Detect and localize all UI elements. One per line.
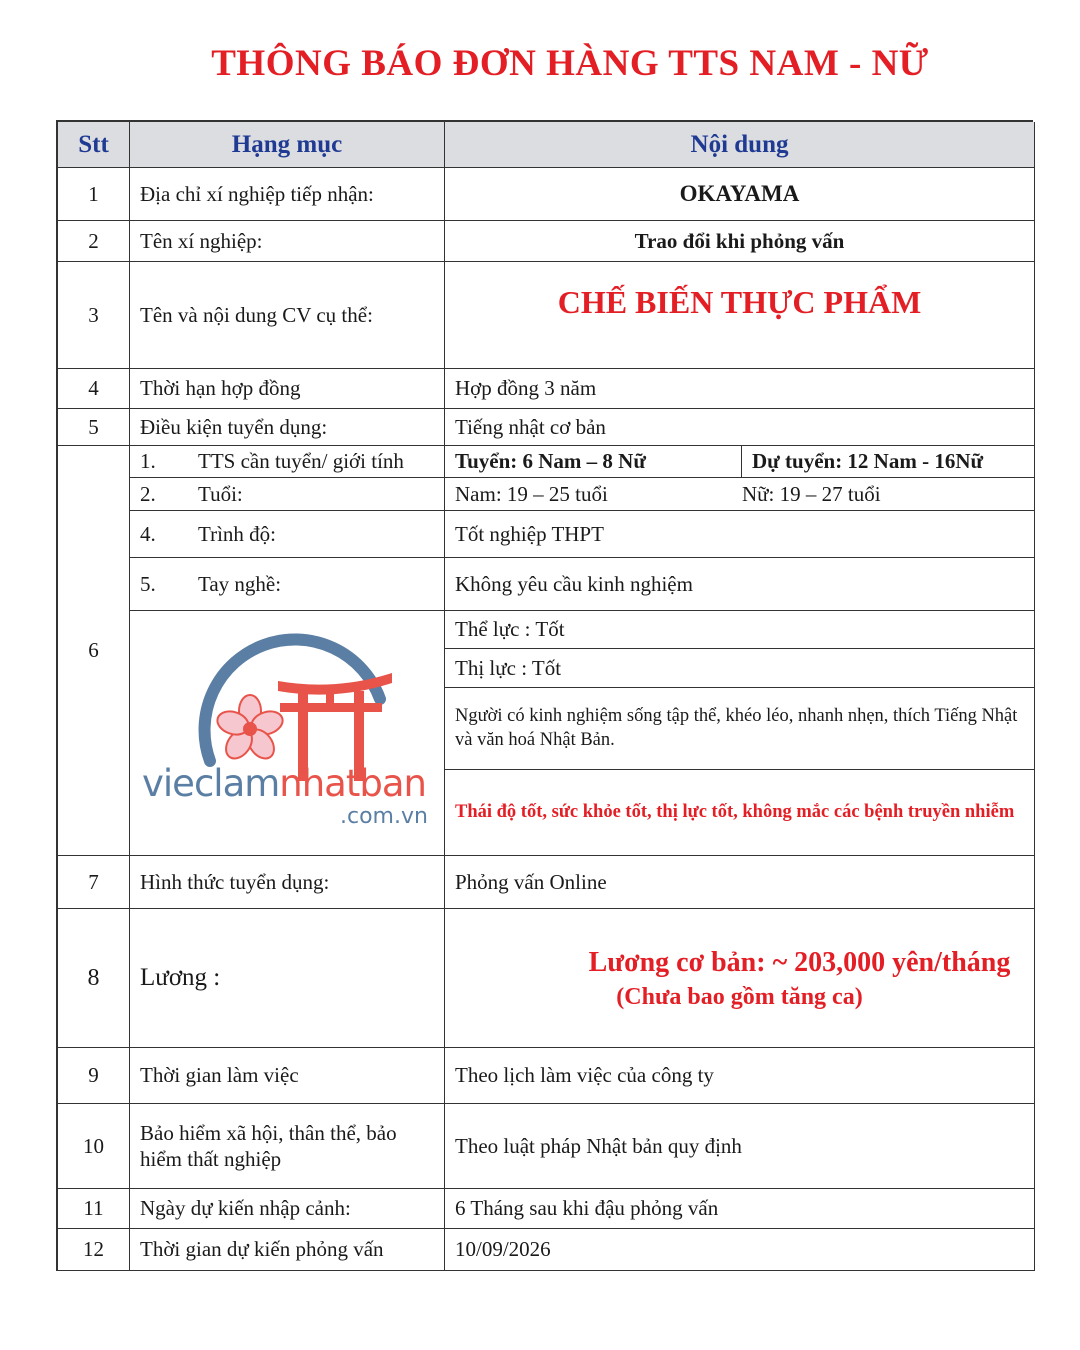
interview-method-value: Phỏng vấn Online	[445, 856, 1035, 909]
row-label: Tên và nội dung CV cụ thể:	[130, 262, 445, 369]
requirement-value: Tiếng nhật cơ bản	[445, 409, 1035, 446]
salary-note: (Chưa bao gồm tăng ca)	[616, 983, 863, 1010]
location-value: OKAYAMA	[445, 168, 1035, 221]
logo-text-part2: nhatban	[279, 762, 426, 805]
age-female: Nữ: 19 – 27 tuổi	[742, 481, 881, 506]
row-number: 10	[58, 1104, 130, 1189]
logo-wordmark	[142, 761, 426, 807]
sub-label	[130, 558, 445, 611]
sub-label-text: Tuổi:	[198, 481, 243, 506]
eyesight-value: Thị lực : Tốt	[445, 649, 1035, 688]
header-content: Nội dung	[445, 122, 1035, 168]
logo-domain: .com.vn	[340, 804, 428, 829]
sub-number: 5.	[140, 571, 156, 596]
header-category: Hạng mục	[130, 122, 445, 168]
sub-label	[130, 511, 445, 558]
attitude-value: Thái độ tốt, sức khỏe tốt, thị lực tốt, không mắc các bệnh truyền nhiễm	[445, 770, 1035, 856]
order-table	[56, 120, 1033, 1271]
row-label: Bảo hiểm xã hội, thân thể, bảo hiểm thất nghiệp	[130, 1104, 445, 1189]
age-value	[445, 478, 1035, 511]
row-number: 6	[58, 446, 130, 856]
job-title-value: CHẾ BIẾN THỰC PHẨM	[445, 262, 1035, 369]
row-number: 5	[58, 409, 130, 446]
row-number: 7	[58, 856, 130, 909]
logo-text-part1: vieclam	[142, 762, 280, 805]
working-hours-value: Theo lịch làm việc của công ty	[445, 1048, 1035, 1104]
logo-cell	[130, 611, 445, 856]
entry-date-value: 6 Tháng sau khi đậu phỏng vấn	[445, 1189, 1035, 1229]
row-label: Thời gian làm việc	[130, 1048, 445, 1104]
row-number: 9	[58, 1048, 130, 1104]
sakura-flower-icon	[214, 695, 285, 763]
row-number: 12	[58, 1229, 130, 1271]
row-number: 11	[58, 1189, 130, 1229]
row-number: 4	[58, 369, 130, 409]
row-label: Lương :	[130, 909, 445, 1048]
row-number: 2	[58, 221, 130, 262]
sub-label	[130, 478, 445, 511]
row-label: Thời gian dự kiến phỏng vấn	[130, 1229, 445, 1271]
sub-number: 4.	[140, 521, 156, 546]
sub-number: 2.	[140, 481, 156, 506]
interview-date-value: 10/09/2026	[445, 1229, 1035, 1271]
row-label: Ngày dự kiến nhập cảnh:	[130, 1189, 445, 1229]
sub-label-text: TTS cần tuyển/ giới tính	[198, 449, 404, 474]
skill-value: Không yêu cầu kinh nghiệm	[445, 558, 1035, 611]
page-title: THÔNG BÁO ĐƠN HÀNG TTS NAM - NỮ	[211, 43, 929, 84]
education-value: Tốt nghiệp THPT	[445, 511, 1035, 558]
contract-value: Hợp đồng 3 năm	[445, 369, 1035, 409]
salary-value	[445, 909, 1035, 1048]
row-label: Thời hạn hợp đồng	[130, 369, 445, 409]
row-number: 8	[58, 909, 130, 1048]
age-male: Nam: 19 – 25 tuổi	[455, 481, 608, 506]
sub-label	[130, 446, 445, 478]
sub-label-text: Trình độ:	[198, 521, 277, 546]
insurance-value: Theo luật pháp Nhật bản quy định	[445, 1104, 1035, 1189]
company-name-value: Trao đổi khi phỏng vấn	[445, 221, 1035, 262]
header-stt: Stt	[58, 122, 130, 168]
sub-number: 1.	[140, 449, 156, 474]
candidate-count-value: Dự tuyển: 12 Nam - 16Nữ	[742, 446, 1035, 478]
row-number: 3	[58, 262, 130, 369]
row-label: Hình thức tuyển dụng:	[130, 856, 445, 909]
row-label: Tên xí nghiệp:	[130, 221, 445, 262]
physical-value: Thể lực : Tốt	[445, 611, 1035, 649]
row-label: Điều kiện tuyển dụng:	[130, 409, 445, 446]
preference-value: Người có kinh nghiệm sống tập thể, khéo léo, nhanh nhẹn, thích Tiếng Nhật và văn hoá Nhật Bản.	[445, 688, 1035, 770]
sub-label-text: Tay nghề:	[198, 571, 282, 596]
recruit-count-value: Tuyển: 6 Nam – 8 Nữ	[445, 446, 742, 478]
row-number: 1	[58, 168, 130, 221]
row-label: Địa chỉ xí nghiệp tiếp nhận:	[130, 168, 445, 221]
salary-main: Lương cơ bản: ~ 203,000 yên/tháng	[588, 946, 1011, 978]
